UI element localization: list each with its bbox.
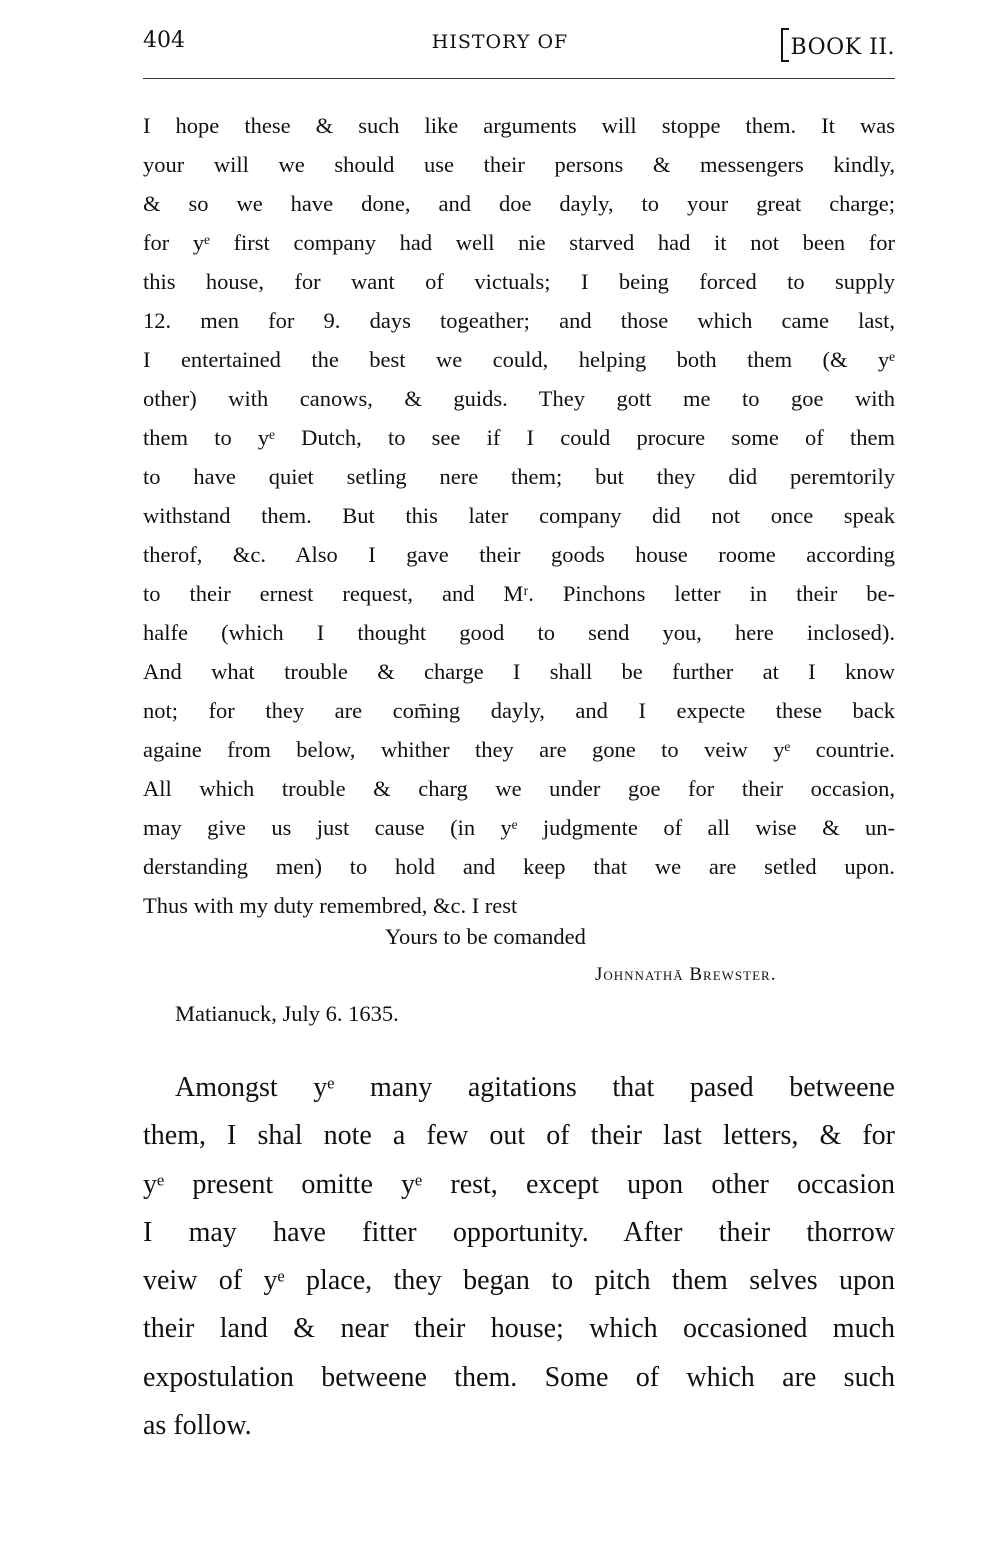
book-text: BOOK II.: [790, 35, 895, 60]
text-line: your will we should use their persons & messengers kindly,: [143, 152, 895, 177]
text-line: them to yᵉ Dutch, to see if I could procure some of them: [143, 425, 895, 450]
letter-body: [143, 106, 895, 925]
text-line: Thus with my duty remembred, &c. I rest: [143, 893, 518, 918]
letter-signature: Johnnathā Brewster.: [595, 964, 777, 985]
page-number: 404: [143, 28, 185, 53]
text-line: yᵉ present omitte yᵉ rest, except upon other occasion: [143, 1168, 895, 1200]
text-line: expostulation betweene them. Some of which are such: [143, 1361, 895, 1393]
text-line: to their ernest request, and Mʳ. Pinchons letter in their be-: [143, 581, 895, 606]
letter-closing: Yours to be comanded: [385, 924, 586, 949]
header-rule: [143, 78, 895, 79]
text-line: & so we have done, and doe dayly, to your great charge;: [143, 191, 895, 216]
bracket: [781, 28, 789, 62]
text-line: 12. men for 9. days togeather; and those which came last,: [143, 308, 895, 333]
text-line: as follow.: [143, 1410, 252, 1442]
text-line: other) with canows, & guids. They gott me to goe with: [143, 386, 895, 411]
text-line: therof, &c. Also I gave their goods house roome according: [143, 542, 895, 567]
text-line: I may have fitter opportunity. After their thorrow: [143, 1216, 895, 1248]
text-line: for yᵉ first company had well nie starved had it not been for: [143, 230, 895, 255]
narrative-paragraph: [143, 1064, 895, 1450]
running-title: HISTORY OF: [431, 31, 569, 53]
text-line: againe from below, whither they are gone to veiw yᵉ countrie.: [143, 737, 895, 762]
text-line: veiw of yᵉ place, they began to pitch them selves upon: [143, 1265, 895, 1297]
text-line: may give us just cause (in yᵉ judgmente of all wise & un-: [143, 815, 895, 840]
text-line: halfe (which I thought good to send you, here inclosed).: [143, 620, 895, 645]
text-line: I entertained the best we could, helping both them (& yᵉ: [143, 347, 895, 372]
text-line: them, I shal note a few out of their last letters, & for: [143, 1120, 895, 1152]
text-line: their land & near their house; which occasioned much: [143, 1313, 895, 1345]
text-line: And what trouble & charge I shall be further at I know: [143, 659, 895, 684]
text-line: All which trouble & charg we under goe for their occasion,: [143, 776, 895, 801]
text-line: withstand them. But this later company did not once speak: [143, 503, 895, 528]
text-line: to have quiet setling nere them; but they did peremtorily: [143, 464, 895, 489]
letter-place-date: Matianuck, July 6. 1635.: [175, 1001, 399, 1026]
text-line: not; for they are com̄ing dayly, and I expecte these back: [143, 698, 895, 723]
text-line: I hope these & such like arguments will stoppe them. It was: [143, 113, 895, 138]
text-line: Amongst yᵉ many agitations that pased betweene: [175, 1072, 895, 1103]
text-line: this house, for want of victuals; I being forced to supply: [143, 269, 895, 294]
book-label: [781, 28, 895, 62]
text-line: derstanding men) to hold and keep that we are setled upon.: [143, 854, 895, 879]
